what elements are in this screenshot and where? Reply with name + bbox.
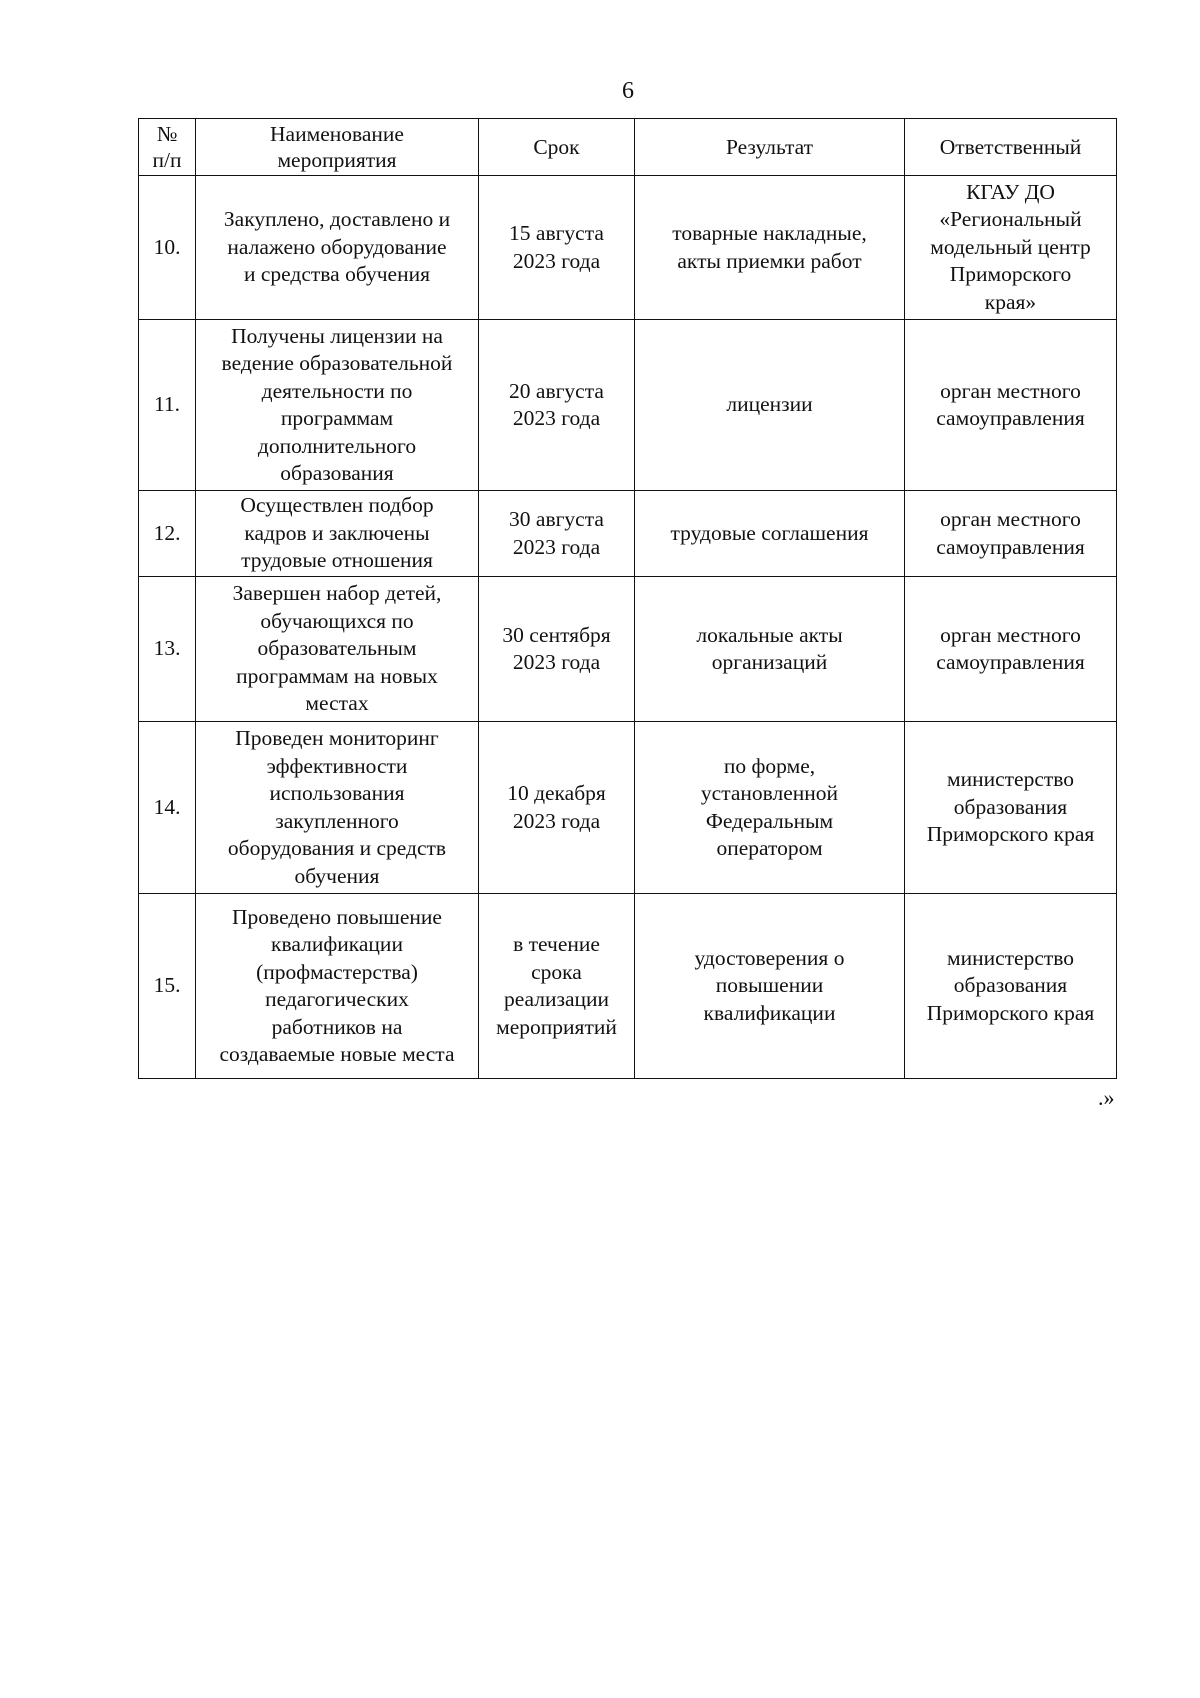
- event-name-line: ведение образовательной: [221, 351, 453, 375]
- event-name-line: эффективности: [266, 753, 408, 778]
- events-table: [138, 118, 1117, 1079]
- event-name-line: образования: [280, 461, 394, 485]
- responsible-cell: [905, 577, 1117, 722]
- result-line: квалификации: [703, 1000, 836, 1025]
- event-name-line: Закуплено, доставлено и: [223, 207, 451, 232]
- result-line: удостоверения о: [694, 945, 845, 970]
- header-responsible: [905, 119, 1117, 176]
- header-num-line: №: [156, 122, 178, 146]
- responsible-line: орган местного: [940, 378, 1081, 403]
- header-num-line: п/п: [152, 148, 182, 172]
- result-cell: [635, 320, 905, 491]
- header-result-line: Результат: [725, 135, 814, 159]
- header-name: [196, 119, 479, 176]
- header-term-line: Срок: [533, 135, 580, 159]
- responsible-line: орган местного: [940, 622, 1081, 647]
- term-cell: [479, 320, 635, 491]
- row-number: 10.: [139, 176, 196, 320]
- term-cell: [479, 722, 635, 894]
- term-cell: [479, 894, 635, 1079]
- header-responsible-line: Ответственный: [939, 135, 1082, 159]
- row-number: 15.: [139, 894, 196, 1079]
- event-name-line: педагогических: [265, 987, 409, 1011]
- event-name-line: Проведен мониторинг: [235, 726, 439, 750]
- responsible-cell: [905, 320, 1117, 491]
- event-name-line: оборудования и средств: [227, 836, 447, 860]
- responsible-cell: [905, 491, 1117, 577]
- header-name-line: мероприятия: [277, 148, 397, 172]
- event-name-line: трудовые отношения: [241, 548, 433, 573]
- page-number: 6: [622, 78, 634, 104]
- table-row: [139, 491, 1117, 577]
- result-line: лицензии: [726, 392, 813, 417]
- event-name-line: создаваемые новые места: [219, 1042, 455, 1066]
- term-line: 2023 года: [512, 650, 601, 674]
- responsible-line: министерство: [946, 945, 1075, 970]
- term-cell: [479, 491, 635, 577]
- result-cell: [635, 491, 905, 577]
- responsible-cell: [905, 722, 1117, 894]
- term-line: 30 августа: [509, 507, 604, 531]
- event-name-line: программам: [280, 406, 394, 430]
- result-cell: [635, 577, 905, 722]
- header-name-line: Наименование: [270, 122, 404, 146]
- responsible-line: Приморского края: [926, 822, 1095, 847]
- term-line: 2023 года: [512, 808, 601, 833]
- responsible-line: министерство: [946, 767, 1075, 792]
- row-number: 13.: [139, 577, 196, 722]
- event-name-cell: [196, 577, 479, 722]
- responsible-line: Приморского: [949, 262, 1072, 287]
- result-cell: [635, 894, 905, 1079]
- event-name-cell: [196, 491, 479, 577]
- responsible-line: орган местного: [940, 507, 1081, 531]
- header-term: [479, 119, 635, 176]
- term-line: 15 августа: [509, 221, 604, 245]
- closing-quote-mark: .»: [1098, 1085, 1115, 1110]
- result-cell: [635, 722, 905, 894]
- term-line: 10 декабря: [507, 781, 606, 805]
- responsible-cell: [905, 176, 1117, 320]
- header-result: [635, 119, 905, 176]
- event-name-line: квалификации: [271, 932, 403, 956]
- row-number: 14.: [139, 722, 196, 894]
- term-line: 30 сентября: [502, 622, 611, 647]
- event-name-line: закупленного: [275, 808, 399, 833]
- event-name-line: кадров и заключены: [244, 520, 430, 545]
- event-name-cell: [196, 722, 479, 894]
- event-name-line: Завершен набор детей,: [232, 581, 442, 606]
- result-line: локальные акты: [696, 622, 843, 647]
- event-name-cell: [196, 894, 479, 1079]
- event-name-line: программам на новых: [236, 663, 438, 688]
- responsible-line: самоуправления: [936, 534, 1085, 559]
- event-name-line: образовательным: [257, 636, 417, 661]
- result-line: установленной: [700, 781, 839, 805]
- table-header-row: [139, 119, 1117, 176]
- event-name-line: и средства обучения: [244, 262, 430, 287]
- event-name-line: Осуществлен подбор: [240, 493, 434, 518]
- responsible-line: самоуправления: [936, 650, 1085, 674]
- responsible-line: края»: [984, 289, 1037, 314]
- responsible-line: самоуправления: [936, 406, 1085, 430]
- event-name-line: дополнительного: [257, 433, 417, 458]
- event-name-line: налажено оборудование: [227, 234, 447, 259]
- event-name-line: использования: [269, 781, 405, 805]
- responsible-cell: [905, 894, 1117, 1079]
- row-number: 11.: [139, 320, 196, 491]
- event-name-line: работников на: [271, 1014, 403, 1039]
- result-line: товарные накладные,: [672, 221, 867, 245]
- event-name-line: обучающихся по: [260, 608, 414, 633]
- header-num: [139, 119, 196, 176]
- term-line: в течение: [513, 932, 600, 956]
- table-row: [139, 320, 1117, 491]
- result-line: Федеральным: [705, 808, 834, 833]
- term-line: 2023 года: [512, 534, 601, 559]
- event-name-line: (профмастерства): [256, 959, 418, 984]
- term-line: реализации: [503, 987, 610, 1011]
- event-name-cell: [196, 176, 479, 320]
- result-line: акты приемки работ: [677, 248, 862, 273]
- term-line: срока: [531, 959, 582, 984]
- result-line: повышении: [715, 973, 824, 998]
- table-row: [139, 176, 1117, 320]
- responsible-line: «Региональный: [939, 207, 1082, 232]
- result-line: по форме,: [723, 753, 816, 778]
- event-name-cell: [196, 320, 479, 491]
- term-line: мероприятий: [496, 1014, 617, 1039]
- term-cell: [479, 577, 635, 722]
- responsible-line: образования: [953, 794, 1068, 819]
- row-number: 12.: [139, 491, 196, 577]
- result-line: оператором: [716, 836, 823, 860]
- responsible-line: образования: [953, 973, 1068, 998]
- table-row: [139, 577, 1117, 722]
- table-row: [139, 894, 1117, 1079]
- result-line: трудовые соглашения: [670, 520, 869, 545]
- result-cell: [635, 176, 905, 320]
- event-name-line: обучения: [294, 863, 380, 888]
- event-name-line: местах: [305, 691, 369, 716]
- term-line: 20 августа: [509, 378, 604, 403]
- table-row: [139, 722, 1117, 894]
- term-cell: [479, 176, 635, 320]
- event-name-line: деятельности по: [261, 378, 413, 403]
- event-name-line: Получены лицензии на: [231, 323, 443, 348]
- responsible-line: модельный центр: [930, 234, 1091, 259]
- term-line: 2023 года: [512, 406, 601, 430]
- term-line: 2023 года: [512, 248, 601, 273]
- responsible-line: КГАУ ДО: [966, 179, 1055, 204]
- result-line: организаций: [711, 650, 828, 674]
- event-name-line: Проведено повышение: [232, 904, 442, 929]
- responsible-line: Приморского края: [926, 1000, 1095, 1025]
